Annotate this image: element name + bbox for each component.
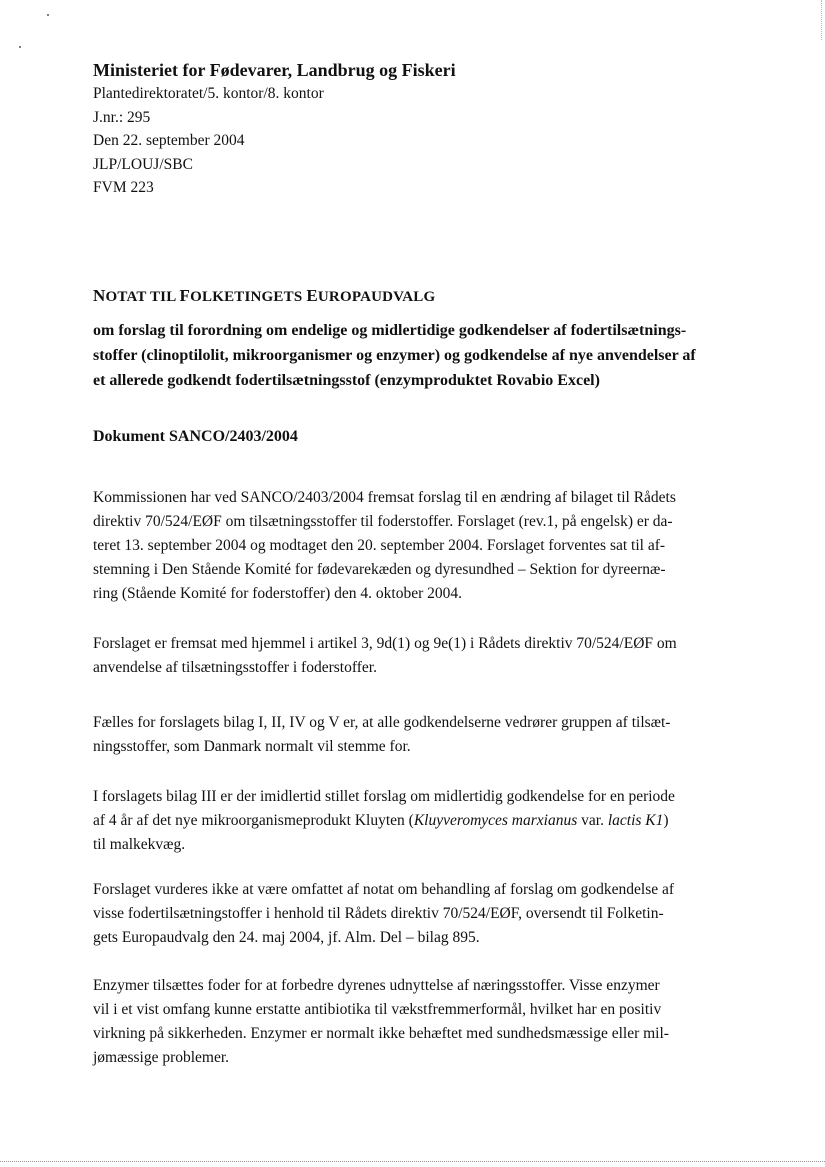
ministry-name: Ministeriet for Fødevarer, Landbrug og Fiskeri xyxy=(93,60,456,80)
notat-title-part: OLKETINGETS xyxy=(190,289,307,305)
subject-heading xyxy=(93,318,733,393)
document-date: Den 22. september 2004 xyxy=(93,132,245,149)
paragraph-line: direktiv 70/524/EØF om tilsætningsstoffer til foderstoffer. Forslaget (rev.1, på engelsk) er da- xyxy=(93,513,673,530)
paragraph-line xyxy=(93,809,725,833)
notat-title-initial: E xyxy=(306,286,318,305)
paragraph-enzymes xyxy=(93,974,725,1070)
reference-code: FVM 223 xyxy=(93,179,154,196)
paragraph-line: Kommissionen har ved SANCO/2403/2004 fremsat forslag til en ændring af bilaget til Rådets xyxy=(93,489,676,506)
office-line: Plantedirektoratet/5. kontor/8. kontor xyxy=(93,85,324,102)
paragraph-line: Forslaget er fremsat med hjemmel i artikel 3, 9d(1) og 9e(1) i Rådets direktiv 70/524/EØF om xyxy=(93,635,677,652)
paragraph-line: Forslaget vurderes ikke at være omfattet af notat om behandling af forslag om godkendelse af xyxy=(93,881,675,898)
paragraph-line: stemning i Den Stående Komité for fødevarekæden og dyresundhed – Sektion for dyreernæ- xyxy=(93,561,666,578)
scan-speck xyxy=(19,46,21,48)
paragraph-legal-basis xyxy=(93,632,725,680)
subject-line: et allerede godkendt fodertilsætningsstof (enzymproduktet Rovabio Excel) xyxy=(93,372,600,389)
scan-edge-bottom xyxy=(0,1161,825,1162)
notat-title xyxy=(93,286,435,306)
paragraph-line: vil i et vist omfang kunne erstatte antibiotika til vækstfremmerformål, hvilket har en positiv xyxy=(93,1001,662,1018)
notat-title-initial: F xyxy=(179,286,191,305)
text-run: var. xyxy=(577,812,608,829)
notat-title-initial: N xyxy=(93,286,106,305)
paragraph-line: Enzymer tilsættes foder for at forbedre dyrenes udnyttelse af næringsstoffer. Visse enzymer xyxy=(93,977,660,994)
paragraph-line: visse fodertilsætningstoffer i henhold til Rådets direktiv 70/524/EØF, oversendt til Folketin- xyxy=(93,905,664,922)
species-name: Kluyveromyces marxianus xyxy=(413,812,578,829)
paragraph-line: til malkekvæg. xyxy=(93,836,186,853)
paragraph-line: ningsstoffer, som Danmark normalt vil stemme for. xyxy=(93,738,411,755)
scan-edge-right xyxy=(821,0,822,40)
strain-name: lactis K1 xyxy=(607,812,664,829)
paragraph-line: jømæssige problemer. xyxy=(93,1049,230,1066)
paragraph-line: Fælles for forslagets bilag I, II, IV og V er, at alle godkendelserne vedrører gruppen af tilsæt- xyxy=(93,714,671,731)
subject-line: om forslag til forordning om endelige og midlertidige godkendelser af fodertilsætnings- xyxy=(93,322,687,339)
text-run: af 4 år af det nye mikroorganismeprodukt Kluyten ( xyxy=(93,812,414,829)
journal-number: J.nr.: 295 xyxy=(93,108,151,126)
paragraph-line: anvendelse af tilsætningsstoffer i foderstoffer. xyxy=(93,659,377,676)
paragraph-commission-proposal xyxy=(93,486,725,606)
scan-speck xyxy=(47,14,49,16)
notat-title-part: UROPAUDVALG xyxy=(317,289,436,305)
document-page xyxy=(93,58,733,1066)
notat-title-part: OTAT TIL xyxy=(105,289,180,305)
author-initials: JLP/LOUJ/SBC xyxy=(93,155,193,173)
paragraph-assessment xyxy=(93,878,725,950)
paragraph-annex-iii xyxy=(93,785,725,857)
document-reference: Dokument SANCO/2403/2004 xyxy=(93,428,298,445)
letter-header xyxy=(93,58,733,200)
paragraph-line: virkning på sikkerheden. Enzymer er normalt ikke behæftet med sundhedsmæssige eller mil- xyxy=(93,1025,669,1042)
subject-line: stoffer (clinoptilolit, mikroorganismer og enzymer) og godkendelse af nye anvendelser af xyxy=(93,347,696,364)
text-run: ) xyxy=(663,812,669,829)
paragraph-line: gets Europaudvalg den 24. maj 2004, jf. Alm. Del – bilag 895. xyxy=(93,929,480,946)
paragraph-line: ring (Stående Komité for foderstoffer) den 4. oktober 2004. xyxy=(93,585,463,602)
paragraph-line: I forslagets bilag III er der imidlertid stillet forslag om midlertidig godkendelse for en periode xyxy=(93,788,675,805)
paragraph-common-annexes xyxy=(93,711,725,759)
paragraph-line: teret 13. september 2004 og modtaget den 20. september 2004. Forslaget forventes sat til af- xyxy=(93,537,666,554)
